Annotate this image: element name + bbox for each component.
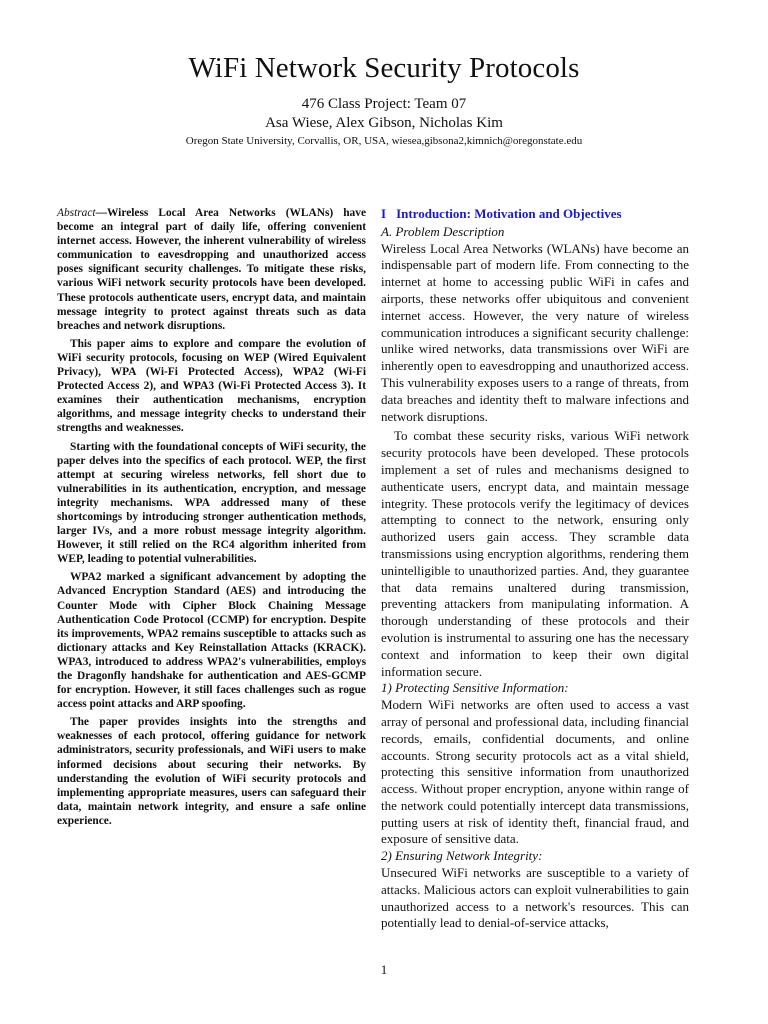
abstract-text: —Wireless Local Area Networks (WLANs) have become an integral part of daily life, offering convenient internet access. However, the inherent vulnerability of wireless communication to eavesdropping and unauthorized access poses significant security challenges. To mitigate these risks, various WiFi network security protocols have been developed. These protocols authenticate users, encrypt data, and maintain message integrity to protect against threats such as data breaches and network disruptions. [57,207,366,332]
section-title: Introduction: Motivation and Objectives [396,206,622,221]
subsection-heading: A. Problem Description [381,223,505,239]
abstract-paragraph: This paper aims to explore and compare the evolution of WiFi security protocols, focusing on WEP (Wired Equivalent Privacy), WPA (Wi-Fi Protected Access), WPA2 (Wi-Fi Protected Access 2), and WPA3 (Wi-Fi Protected Access 3). It examines their authentication mechanisms, encryption algorithms, and message integrity checks to understand their strengths and weaknesses. [57,337,366,435]
abstract-paragraph: The paper provides insights into the strengths and weaknesses of each protocol, offering guidance for network administrators, security professionals, and WiFi users to make informed decisions about securing their networks. By understanding the evolution of WiFi security protocols and implementing appropriate measures, users can safeguard their data, maintain network integrity, and ensure a safe online experience. [57,716,366,827]
subsubsection-heading: 2) Ensuring Network Integrity: [381,848,543,864]
body-paragraph: Unsecured WiFi networks are susceptible to a variety of attacks. Malicious actors can exploit vulnerabilities to gain unauthorized access to a network's resources. This can potentially lead to denial-of-service attacks, [381,865,689,931]
body-paragraph: To combat these security risks, various WiFi network security protocols have been developed. These protocols implement a set of rules and mechanisms designed to authenticate users, encrypt data, and maintain message integrity. These protocols verify the legitimacy of devices attempting to connect to the network, ensuring only authorized users gain access. They scramble data transmissions using encryption algorithms, rendering them unintelligible to unauthorized parties. And, they guarantee that data remains unaltered during transmission, preventing attackers from manipulating information. A thorough understanding of these protocols and their evolution is instrumental to assuring one has the necessary context and information to keep their own digital information secure. [381,428,689,679]
paper-affiliation: Oregon State University, Corvallis, OR, USA, wiesea,gibsona2,kimnich@oregonstate.edu [185,135,583,147]
subsubsection-heading: 1) Protecting Sensitive Information: [381,680,569,696]
abstract-label: Abstract [57,207,96,219]
paper-authors: Asa Wiese, Alex Gibson, Nicholas Kim [265,115,503,131]
abstract-paragraph: WPA2 marked a significant advancement by adopting the Advanced Encryption Standard (AES) and introducing the Counter Mode with Cipher Block Chaining Message Authentication Code Protocol (CCMP) for encryption. Despite its improvements, WPA2 remains susceptible to attacks such as dictionary attacks and Key Reinstallation Attacks (KRACK). WPA3, introduced to address WPA2's vulnerabilities, employs the Dragonfly handshake for authentication and AES-GCMP for encryption. However, it still faces challenges such as rogue access point attacks and ARP spoofing. [57,571,366,711]
abstract-paragraph: Starting with the foundational concepts of WiFi security, the paper delves into the specifics of each protocol. WEP, the first attempt at securing wireless networks, fell short due to vulnerabilities in its authentication, encryption, and message integrity mechanisms. WPA addressed many of these shortcomings by introducing stronger authentication methods, larger IVs, and a more robust message integrity algorithm. However, it still relied on the RC4 algorithm inherited from WEP, leading to potential vulnerabilities. [57,440,366,566]
page-number: 1 [380,962,388,977]
paper-subtitle: 476 Class Project: Team 07 [301,96,467,112]
body-paragraph: Wireless Local Area Networks (WLANs) have become an indispensable part of modern life. From connecting to the internet at home to accessing public WiFi in cafes and airports, these networks offer ubiquitous and convenient internet access. However, the very nature of wireless communication introduces a significant security challenge: unlike wired networks, data transmissions over WiFi are inherently open to eavesdropping and unauthorized access. This vulnerability exposes users to a range of threats, from data breaches and identity theft to malware infections and network disruptions. [381,240,689,424]
section-number: I [381,206,387,221]
body-column [381,206,689,932]
abstract-paragraph [57,206,366,333]
body-paragraph: Modern WiFi networks are often used to access a vast array of personal and professional data, including financial records, emails, confidential documents, and online accounts. Strong security protocols act as a vital shield, protecting this sensitive information from unauthorized access. Without proper encryption, anyone within range of the network could potentially intercept data transmissions, putting users at risk of identity theft, financial fraud, and exposure of sensitive data. [381,697,689,847]
section-heading [381,206,689,223]
paper-title: WiFi Network Security Protocols [188,52,580,84]
abstract-column [57,206,366,828]
